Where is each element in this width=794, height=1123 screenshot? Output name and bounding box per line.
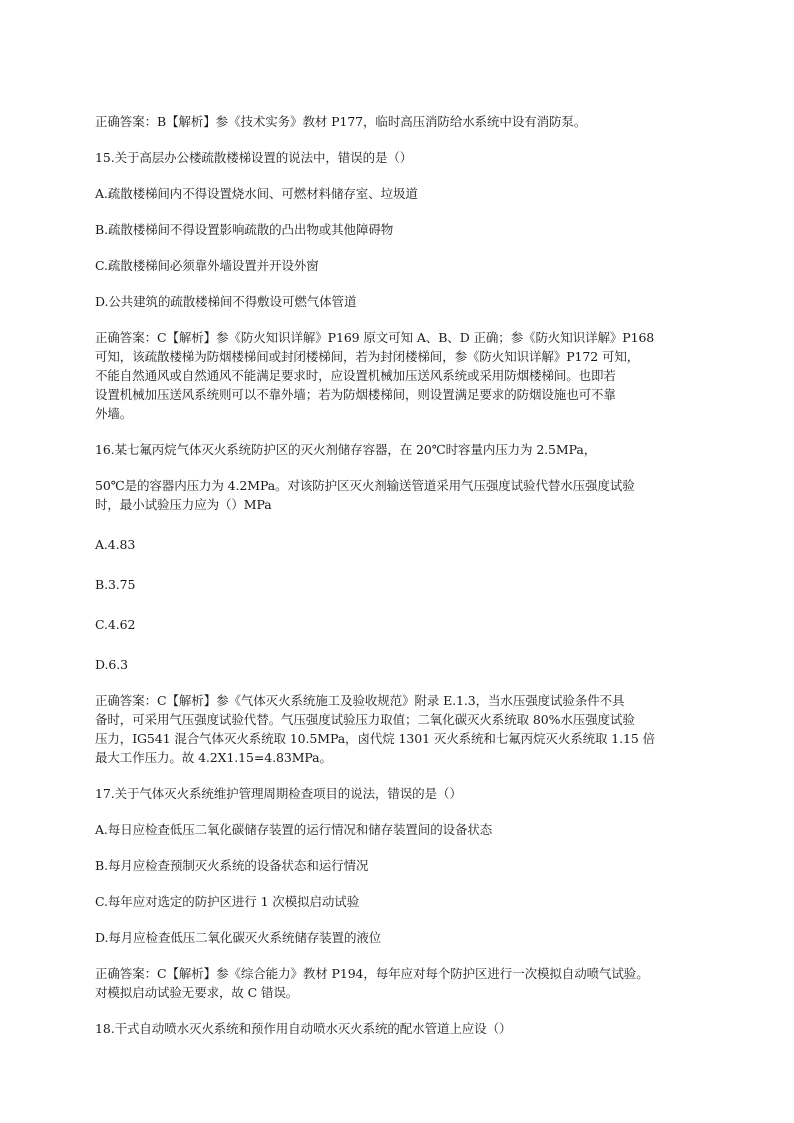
- q15-option-d: D.公共建筑的疏散楼梯间不得敷设可燃气体管道: [95, 294, 357, 309]
- q15-option-b: B.疏散楼梯间不得设置影响疏散的凸出物或其他障碍物: [95, 222, 394, 237]
- q16-option-d: D.6.3: [95, 657, 128, 672]
- q14-answer: 正确答案：B【解析】参《技术实务》教材 P177，临时高压消防给水系统中设有消防泵。: [95, 114, 587, 129]
- q17-option-d: D.每月应检查低压二氧化碳灭火系统储存装置的液位: [95, 930, 382, 945]
- q15-answer-line: 正确答案：C【解析】参《防火知识详解》P169 原文可知 A、B、D 正确；参《防火知识详解》P168: [95, 330, 655, 345]
- q15-answer: [95, 328, 715, 423]
- q15-answer-line: 不能自然通风或自然通风不能满足要求时，应设置机械加压送风系统或采用防烟楼梯间。也即若: [95, 368, 616, 383]
- q15-option-a: A.疏散楼梯间内不得设置烧水间、可燃材料储存室、垃圾道: [95, 186, 418, 201]
- q15-answer-line: 设置机械加压送风系统则可以不靠外墙；若为防烟楼梯间，则设置满足要求的防烟设施也可不靠: [95, 387, 616, 402]
- q17-option-c: C.每年应对选定的防护区进行 1 次模拟启动试验: [95, 894, 360, 909]
- q15-option-c: C.疏散楼梯间必须靠外墙设置并开设外窗: [95, 258, 319, 273]
- q16-answer-line: 正确答案：C【解析】参《气体灭火系统施工及验收规范》附录 E.1.3，当水压强度试验条件不具: [95, 693, 625, 708]
- q16-answer-line: 最大工作压力。故 4.2X1.15=4.83MPa。: [95, 750, 332, 765]
- q17-option-a: A.每日应检查低压二氧化碳储存装置的运行情况和储存装置间的设备状态: [95, 822, 493, 837]
- q16-option-a: A.4.83: [95, 537, 136, 552]
- q16-answer-line: 备时，可采用气压强度试验代替。气压强度试验压力取值；二氧化碳灭火系统取 80%水压强度试验: [95, 712, 635, 727]
- q16-answer-line: 压力，IG541 混合气体灭火系统取 10.5MPa，卤代烷 1301 灭火系统和七氟丙烷灭火系统取 1.15 倍: [95, 731, 656, 746]
- q15-answer-line: 可知，该疏散楼梯为防烟楼梯间或封闭楼梯间，若为封闭楼梯间，参《防火知识详解》P172 可知，: [95, 349, 640, 364]
- q17-question: 17.关于气体灭火系统维护管理周期检查项目的说法，错误的是（）: [95, 786, 462, 801]
- q17-answer-line: 正确答案：C【解析】参《综合能力》教材 P194，每年应对每个防护区进行一次模拟自动喷气试验。: [95, 966, 649, 981]
- q16-answer: [95, 691, 715, 767]
- q16-question-cont: [95, 476, 715, 514]
- q16-option-c: C.4.62: [95, 617, 136, 632]
- q16-question-line2: 50℃是的容器内压力为 4.2MPa。对该防护区灭火剂输送管道采用气压强度试验代替水压强度试验: [95, 478, 635, 493]
- q16-question-line3: 时，最小试验压力应为（）MPa: [95, 497, 272, 512]
- q17-answer: [95, 964, 715, 1002]
- document-page: [95, 112, 715, 1038]
- q18-question: 18.干式自动喷水灭火系统和预作用自动喷水灭火系统的配水管道上应设（）: [95, 1021, 512, 1036]
- q16-option-b: B.3.75: [95, 577, 136, 592]
- q15-question: 15.关于高层办公楼疏散楼梯设置的说法中，错误的是（）: [95, 150, 413, 165]
- q17-option-b: B.每月应检查预制灭火系统的设备状态和运行情况: [95, 858, 369, 873]
- q17-answer-line: 对模拟启动试验无要求，故 C 错误。: [95, 985, 299, 1000]
- q15-answer-line: 外墙。: [95, 406, 133, 421]
- q16-question-line1: 16.某七氟丙烷气体灭火系统防护区的灭火剂储存容器，在 20℃时容量内压力为 2.5MPa，: [95, 442, 597, 457]
